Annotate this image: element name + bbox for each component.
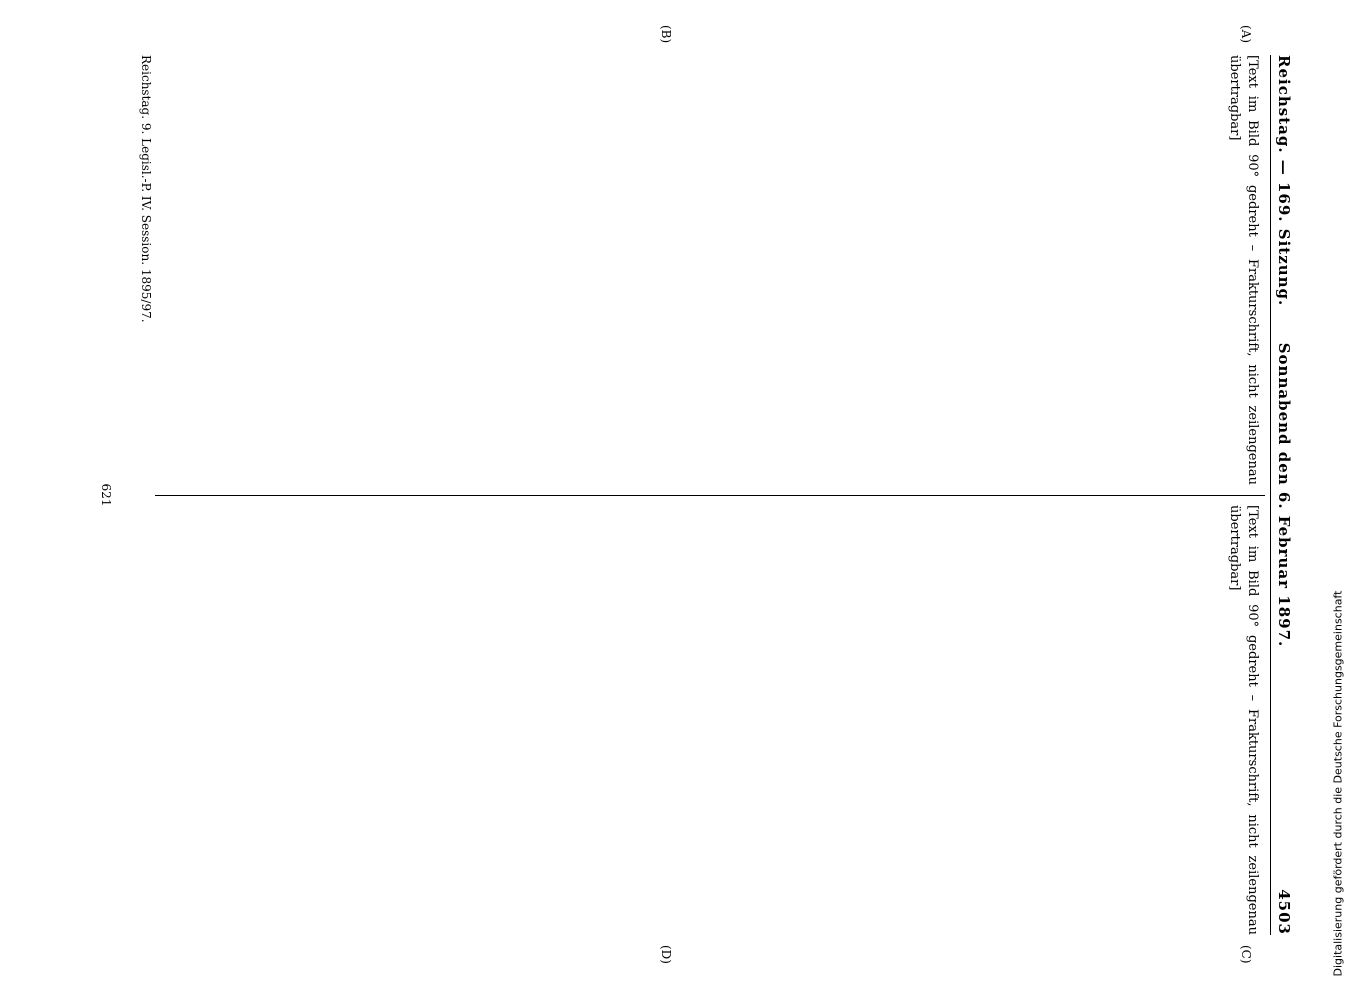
session-footer: Reichstag. 9. Legisl.-P. IV. Session. 1895/97. <box>139 55 153 323</box>
header-left: Reichstag. — 169. Sitzung. <box>1275 55 1293 307</box>
margin-marker-d: (D) <box>659 945 673 964</box>
margin-marker-b: (B) <box>659 25 673 44</box>
funding-note <box>1328 20 1346 990</box>
header-center: Sonnabend den 6. Februar 1897. <box>1275 342 1293 648</box>
text-column-left: [Text im Bild 90° gedreht – Frakturschrift, nicht zeilengenau übertragbar] <box>1227 55 1260 485</box>
page-number: 621 <box>99 483 113 507</box>
text-column-right: [Text im Bild 90° gedreht – Frakturschrift, nicht zeilengenau übertragbar] <box>1227 505 1260 935</box>
margin-marker-c: (C) <box>1239 945 1253 964</box>
funding-note-text: Digitalisierung gefördert durch die Deutsche Forschungsgemeinschaft <box>1331 590 1345 977</box>
column-divider <box>155 495 1265 496</box>
running-header <box>1270 55 1293 935</box>
page-body <box>63 25 1293 964</box>
header-page-number: 4503 <box>1275 889 1293 935</box>
margin-marker-a: (A) <box>1239 25 1253 44</box>
